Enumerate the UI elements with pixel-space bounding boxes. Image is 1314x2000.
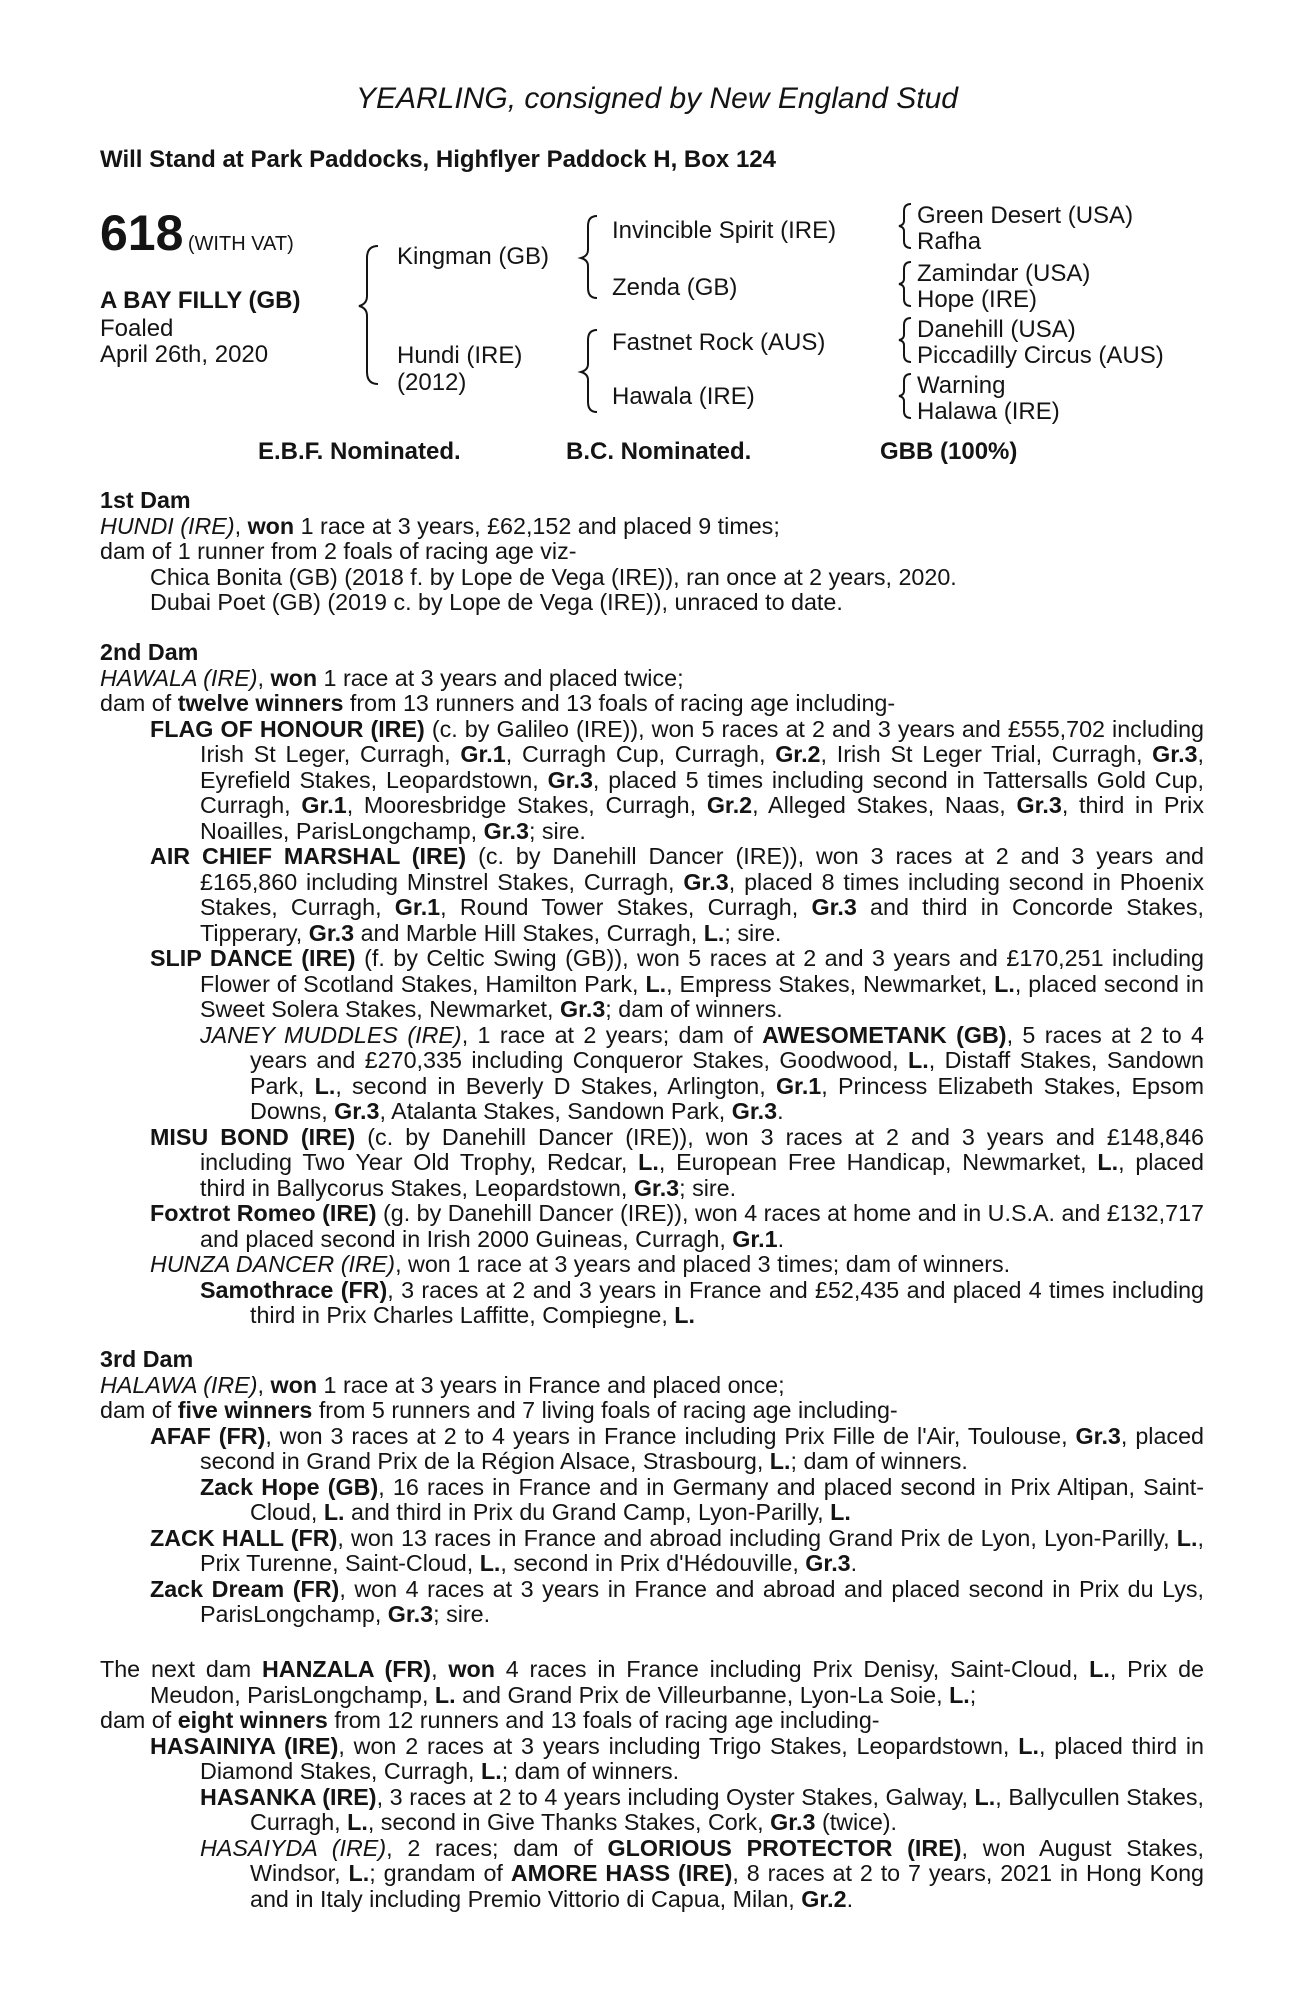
text-run: , European Free Handicap, Newmarket, [658, 1149, 1098, 1175]
page-title: YEARLING, consigned by New England Stud [355, 82, 958, 115]
dam-year: (2012) [397, 369, 467, 396]
produce-entry [100, 1252, 1204, 1278]
text-run: ; sire. [679, 1174, 737, 1201]
produce-entry [100, 1734, 1204, 1785]
produce-summary [100, 1398, 1204, 1424]
bracket-g4 [899, 374, 911, 418]
dam-name: HUNDI (IRE) [100, 512, 235, 539]
text-run: The next dam [100, 1656, 262, 1682]
text-run: , Prix Turenne, Saint-Cloud, [200, 1524, 1204, 1576]
text-run: 1 race at 3 years in France and placed once; [317, 1371, 785, 1398]
text-run: Gr.3 [683, 868, 729, 895]
text-run: , placed second in Sweet Solera Stakes, Newmarket, [200, 970, 1204, 1022]
dam-dam: Hawala (IRE) [612, 383, 755, 410]
bracket-sire-line [581, 216, 597, 298]
text-run: . [777, 1225, 785, 1252]
text-run: , 3 races at 2 to 4 years including Oyster Stakes, Galway, [376, 1783, 975, 1810]
text-run: L. [638, 1149, 659, 1175]
produce-entry [100, 717, 1204, 845]
text-run: Gr.2 [775, 741, 821, 767]
text-run: dam of [100, 1397, 178, 1423]
produce-summary [100, 1708, 1204, 1734]
produce-entry [100, 946, 1204, 1023]
produce-summary [100, 691, 1204, 717]
produce-entry: Dubai Poet (GB) (2019 c. by Lope de Vega (IRE)), unraced to date. [150, 589, 843, 615]
text-run: L. [974, 1783, 996, 1810]
text-run: won [247, 512, 295, 539]
text-run: , placed third in Diamond Stakes, Curragh, [200, 1732, 1204, 1784]
text-run: , Curragh Cup, Curragh, [505, 741, 776, 767]
text-run: Gr.1 [775, 1072, 822, 1099]
text-run: . [846, 1885, 854, 1912]
bracket-g1 [899, 204, 911, 248]
text-run: Gr.3 [547, 766, 593, 793]
text-run: (g. by Danehill Dancer (IRE)), won 4 races at home and in U.S.A. and £132,717 and placed second in Irish 2000 Guineas, Curragh, [200, 1200, 1204, 1252]
text-run: from 12 runners and 13 foals of racing age including- [327, 1707, 880, 1733]
gen3-8: Halawa (IRE) [917, 398, 1060, 425]
text-run: ; sire. [724, 919, 782, 946]
sire-sire: Invincible Spirit (IRE) [612, 217, 837, 244]
text-run: L. [348, 1860, 370, 1886]
text-run: eight winners [177, 1707, 328, 1733]
bracket-g2 [899, 262, 911, 306]
text-run: , placed second in Grand Prix de la Région Alsace, Strasbourg, [200, 1422, 1204, 1474]
text-run: and third in Prix du Grand Camp, Lyon-Parilly, [344, 1499, 831, 1525]
text-run: ; sire. [528, 817, 586, 844]
text-run: won [270, 1371, 318, 1398]
dam-line: HUNDI (IRE), won 1 race at 3 years, £62,152 and placed 9 times; [100, 512, 780, 539]
text-run: Zack Hope (GB) [200, 1473, 379, 1500]
text-run: Gr.3 [483, 817, 529, 844]
text-run: HUNZA DANCER (IRE) [150, 1251, 396, 1277]
text-run: AIR CHIEF MARSHAL (IRE) [150, 843, 467, 869]
text-run: L. [481, 1758, 502, 1784]
text-run: Gr.3 [1075, 1422, 1121, 1449]
gen3-2: Rafha [917, 228, 982, 255]
text-run: , second in Prix d'Hédouville, [500, 1550, 806, 1576]
text-run: , [431, 1656, 449, 1682]
text-run: , placed 8 times including second in Phoenix Stakes, Curragh, [200, 868, 1204, 920]
dam-line: HAWALA (IRE), won 1 race at 3 years and placed twice; [100, 664, 684, 691]
produce-entry [100, 1577, 1204, 1628]
produce-entry [100, 1278, 1204, 1329]
text-run: , Princess Elizabeth Stakes, Epsom Downs, [250, 1072, 1205, 1124]
produce-entry [100, 1023, 1204, 1125]
text-run: five winners [177, 1397, 313, 1423]
text-run: AMORE HASS (IRE) [510, 1860, 733, 1886]
text-run: dam of [100, 1707, 178, 1733]
text-run: Gr.1 [732, 1225, 778, 1252]
gen3-7: Warning [917, 372, 1006, 399]
text-run: L. [830, 1499, 851, 1525]
dam-line [100, 1657, 1204, 1708]
produce-entry [100, 1424, 1204, 1475]
produce-entry [100, 1785, 1204, 1836]
text-run: (twice). [815, 1809, 898, 1835]
text-run: and Marble Hill Stakes, Curragh, [354, 919, 704, 946]
text-run: , won 13 races in France and abroad including Grand Prix de Lyon, Lyon-Parilly, [337, 1524, 1177, 1551]
bracket-dam-line [581, 330, 597, 412]
text-run: , Distaff Stakes, Sandown Park, [250, 1047, 1204, 1099]
text-run: L. [1089, 1656, 1110, 1682]
text-run: , Mooresbridge Stakes, Curragh, [346, 792, 707, 818]
text-run: HASAIYDA (IRE) [200, 1834, 387, 1861]
text-run: from 13 runners and 13 foals of racing age including- [343, 690, 896, 716]
text-run: ; sire. [433, 1601, 491, 1627]
gen3-6: Piccadilly Circus (AUS) [917, 342, 1164, 369]
second-dam-section [100, 640, 1204, 1329]
text-run: Gr.3 [805, 1550, 851, 1576]
text-run: L. [645, 970, 667, 997]
text-run: Gr.3 [633, 1174, 680, 1201]
text-run: (c. by Danehill Dancer (IRE)), won 3 races at 2 and 3 years and £165,860 including Minstrel Stakes, Curragh, [200, 843, 1204, 895]
text-run: L. [434, 1681, 456, 1708]
text-run: Gr.2 [706, 792, 753, 818]
text-run: , Alleged Stakes, Naas, [752, 792, 1017, 818]
text-run: , Irish St Leger Trial, Curragh, [820, 741, 1153, 767]
text-run: Gr.3 [811, 894, 857, 920]
text-run: Gr.3 [1152, 741, 1198, 767]
text-run: HASANKA (IRE) [200, 1783, 377, 1810]
text-run: Gr.3 [1016, 792, 1062, 818]
text-run: AWESOMETANK (GB) [762, 1021, 1007, 1048]
text-run: , 2 races; dam of [386, 1834, 608, 1861]
text-run: MISU BOND (IRE) [150, 1123, 356, 1150]
text-run: , Empress Stakes, Newmarket, [666, 970, 995, 997]
gen3-5: Danehill (USA) [917, 316, 1076, 343]
text-run: , placed 5 times including second in Tattersalls Gold Cup, Curragh, [200, 766, 1204, 818]
text-run: ZACK HALL (FR) [150, 1524, 338, 1551]
produce-entry [100, 1125, 1204, 1202]
text-run: , Atalanta Stakes, Sandown Park, [379, 1098, 732, 1124]
produce-entry [100, 1526, 1204, 1577]
text-run: L. [323, 1499, 345, 1525]
text-run: , Ballycullen Stakes, Curragh, [250, 1783, 1204, 1835]
text-run: Zack Dream (FR) [150, 1575, 340, 1602]
text-run: , Eyrefield Stakes, Leopardstown, [200, 741, 1204, 793]
text-run: HANZALA (FR) [261, 1656, 432, 1682]
text-run: , won 4 races at 3 years in France and abroad and placed second in Prix du Lys, ParisLongchamp, [200, 1575, 1204, 1627]
produce-entry: Chica Bonita (GB) (2018 f. by Lope de Vega (IRE)), ran once at 2 years, 2020. [150, 563, 957, 590]
text-run: Gr.3 [559, 996, 606, 1022]
text-run: , third in Prix Noailles, ParisLongchamp, [200, 792, 1204, 844]
text-run: won [270, 664, 318, 691]
text-run: , won 1 race at 3 years and placed 3 times; dam of winners. [395, 1251, 1011, 1277]
text-run: HASAINIYA (IRE) [150, 1732, 339, 1759]
stand-location: Will Stand at Park Paddocks, Highflyer Paddock H, Box 124 [100, 146, 776, 173]
text-run: (f. by Celtic Swing (GB)), won 5 races at 2 and 3 years and £170,251 including Flower of Scotland Stakes, Hamilton Park, [200, 945, 1204, 997]
text-run: Gr.1 [460, 741, 506, 767]
dam-name: HALAWA (IRE) [100, 1371, 258, 1398]
text-run: ; dam of winners. [790, 1448, 968, 1474]
text-run: ; grandam of [369, 1860, 511, 1886]
produce-entry [100, 1201, 1204, 1252]
text-run: , 5 races at 2 to 4 years and £270,335 including Conqueror Stakes, Goodwood, [250, 1021, 1204, 1073]
text-run: L. [1097, 1149, 1119, 1175]
section-heading: 2nd Dam [100, 639, 199, 665]
text-run: , 16 races in France and in Germany and placed second in Prix Altipan, Saint-Cloud, [250, 1473, 1205, 1525]
text-run: , second in Give Thanks Stakes, Cork, [367, 1809, 771, 1835]
text-run: 1 race at 3 years and placed twice; [317, 664, 684, 691]
dam-name: HAWALA (IRE) [100, 664, 258, 691]
produce-entry [100, 1475, 1204, 1526]
text-run: Gr.1 [394, 894, 441, 920]
ebf-nomination: E.B.F. Nominated. [258, 438, 461, 465]
text-run: Gr.3 [308, 919, 355, 946]
sire-dam: Zenda (GB) [612, 274, 738, 301]
text-run: from 5 runners and 7 living foals of racing age including- [312, 1397, 898, 1423]
text-run: Gr.2 [801, 1885, 847, 1912]
gbb-note: GBB (100%) [880, 438, 1018, 465]
text-run: ; [969, 1681, 977, 1708]
bc-nomination: B.C. Nominated. [566, 438, 752, 465]
text-run: Gr.3 [387, 1601, 434, 1627]
text-run: L. [994, 970, 1015, 997]
text-run: dam of [100, 690, 178, 716]
bracket-g3 [899, 318, 911, 362]
text-run: L. [1176, 1524, 1198, 1551]
text-run: and Grand Prix de Villeurbanne, Lyon-La Soie, [455, 1681, 950, 1708]
text-run: , won 2 races at 3 years including Trigo Stakes, Leopardstown, [338, 1732, 1019, 1759]
dam-sire: Fastnet Rock (AUS) [612, 329, 826, 356]
dam: Hundi (IRE) [397, 342, 523, 369]
text-run: Gr.3 [334, 1098, 380, 1124]
text-run: , 8 races at 2 to 7 years, 2021 in Hong Kong and in Italy including Premio Vittorio di Capua, Milan, [250, 1860, 1204, 1912]
text-run: Foxtrot Romeo (IRE) [150, 1200, 377, 1226]
text-run: , second in Beverly D Stakes, Arlington, [335, 1072, 776, 1099]
bracket-sire-dam [359, 246, 378, 384]
text-run: SLIP DANCE (IRE) [150, 945, 356, 971]
lot-number: 618 [100, 205, 184, 261]
text-run: GLORIOUS PROTECTOR (IRE) [607, 1834, 962, 1861]
third-dam-section [100, 1347, 1204, 1628]
text-run: 1 race at 3 years, £62,152 and placed 9 times; [294, 512, 780, 539]
text-run: L. [908, 1047, 929, 1073]
text-run: L. [1018, 1732, 1039, 1759]
foaled-date: April 26th, 2020 [100, 341, 269, 368]
text-run: ; dam of winners. [605, 996, 783, 1022]
text-run: L. [314, 1072, 336, 1099]
gen3-3: Zamindar (USA) [917, 260, 1091, 287]
section-heading: 3rd Dam [100, 1346, 194, 1372]
horse-name: A BAY FILLY (GB) [100, 287, 301, 314]
text-run: , Prix de Meudon, ParisLongchamp, [150, 1656, 1204, 1708]
text-run: Gr.3 [770, 1809, 816, 1835]
text-run: Gr.1 [301, 792, 347, 818]
text-run: Samothrace (FR) [200, 1276, 388, 1303]
text-run: , 1 race at 2 years; dam of [461, 1021, 763, 1048]
text-run: FLAG OF HONOUR (IRE) [150, 715, 425, 742]
next-dam-section [100, 1657, 1204, 1912]
vat-note: (WITH VAT) [187, 233, 294, 255]
text-run: (c. by Danehill Dancer (IRE)), won 3 races at 2 and 3 years and £148,846 including Two Year Old Trophy, Redcar, [200, 1123, 1204, 1175]
gen3-1: Green Desert (USA) [917, 202, 1134, 229]
text-run: L. [769, 1448, 791, 1474]
text-run: L. [674, 1302, 696, 1328]
text-run: , placed third in Ballycorus Stakes, Leopardstown, [200, 1149, 1204, 1201]
text-run: L. [347, 1809, 368, 1835]
first-dam-section [100, 488, 1204, 616]
text-run: (c. by Galileo (IRE)), won 5 races at 2 and 3 years and £555,702 including Irish St Leger, Curragh, [200, 715, 1204, 767]
text-run: . [777, 1098, 784, 1124]
foaled-label: Foaled [100, 315, 174, 342]
text-run: L. [479, 1550, 501, 1576]
section-heading: 1st Dam [100, 487, 191, 513]
text-run: and third in Concorde Stakes, Tipperary, [200, 894, 1204, 946]
sire: Kingman (GB) [397, 243, 550, 270]
text-run: L. [703, 919, 725, 946]
text-run: won [448, 1656, 495, 1682]
produce-summary: dam of 1 runner from 2 foals of racing age viz- [100, 538, 577, 564]
produce-entry [100, 1836, 1204, 1913]
text-run: JANEY MUDDLES (IRE) [200, 1021, 462, 1048]
text-run: L. [949, 1681, 970, 1708]
produce-entry [100, 844, 1204, 946]
text-run: ; dam of winners. [501, 1758, 680, 1784]
dam-line: HALAWA (IRE), won 1 race at 3 years in France and placed once; [100, 1371, 785, 1398]
text-run: twelve winners [177, 690, 344, 716]
text-run: , won 3 races at 2 to 4 years in France including Prix Fille de l'Air, Toulouse, [265, 1422, 1076, 1449]
text-run: AFAF (FR) [150, 1422, 266, 1449]
text-run: Gr.3 [731, 1098, 778, 1124]
text-run: . [850, 1550, 858, 1576]
text-run: , won August Stakes, Windsor, [250, 1834, 1204, 1886]
text-run: , Round Tower Stakes, Curragh, [440, 894, 812, 920]
gen3-4: Hope (IRE) [917, 286, 1038, 313]
text-run: , 3 races at 2 and 3 years in France and £52,435 and placed 4 times including third in Prix Charles Laffitte, Compiegne, [250, 1276, 1204, 1328]
text-run: 4 races in France including Prix Denisy, Saint-Cloud, [494, 1656, 1090, 1682]
